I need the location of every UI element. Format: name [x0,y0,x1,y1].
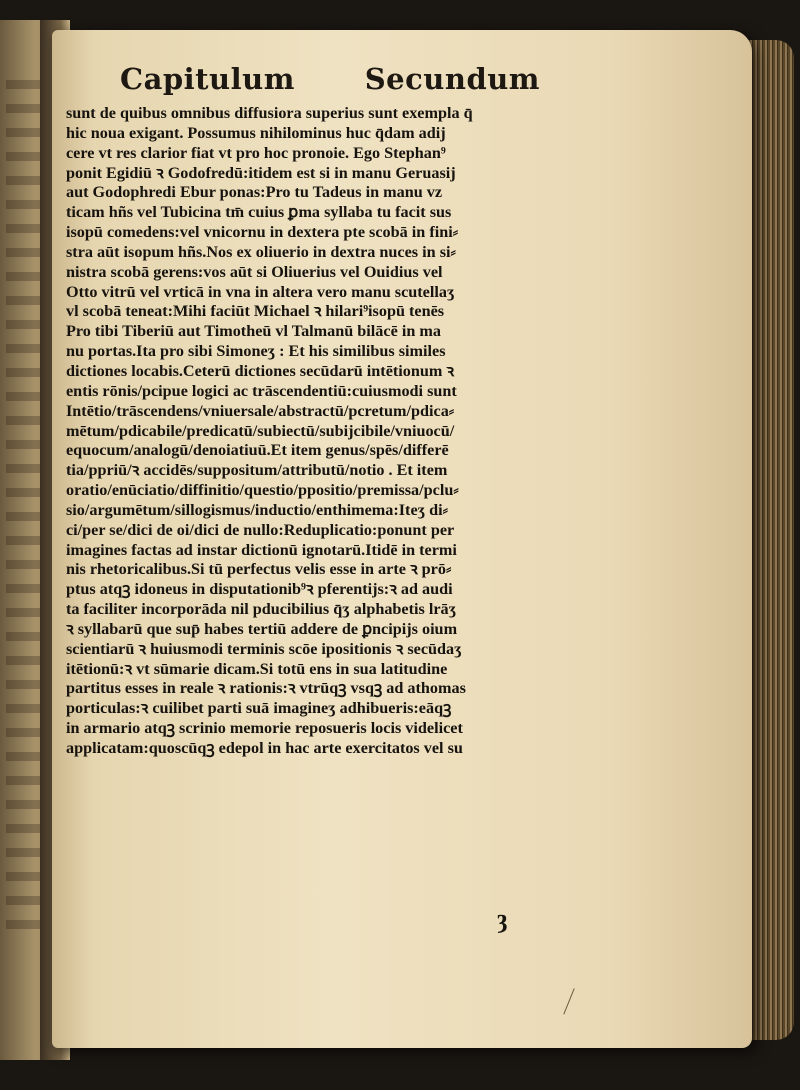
text-line: Pro tibi Tiberiū aut Timotheū vl Talmanū bilācē in ma [66,322,441,341]
text-line: porticulas:ꝛ cuilibet parti suā imagineʒ adhibueris:eāqꝫ [66,699,452,718]
text-line: sio/argumētum/sillogismus/inductio/enthimema:Iteʒ di⸗ [66,500,448,519]
text-line: nu portas.Ita pro sibi Simoneʒ : Et his similibus similes [66,342,446,361]
body-text [66,104,598,759]
text-line: imagines factas ad instar dictionū ignotarū.Itidē in termi [66,540,457,559]
text-line: dictiones locabis.Ceterū dictiones secūdarū intētionum ꝛ [66,361,455,380]
text-line: ptus atqꝫ idoneus in disputationib⁹ꝛ pferentijs:ꝛ ad audi [66,580,453,599]
text-line: equocum/analogū/denoiatiuū.Et item genus/spēs/differē [66,441,449,460]
page-stack-edge [748,40,794,1040]
text-line: vl scobā teneat:Mihi faciūt Michael ꝛ hilari⁹isopū tenēs [66,302,445,321]
text-line: ponit Egidiū ꝛ Godofredū:itidem est si in manu Geruasij [66,163,456,182]
text-line: isopū comedens:vel vnicornu in dextera pte scobā in fini⸗ [66,223,459,242]
signature-mark: ȝ [497,904,507,933]
text-line: stra aūt isopum hñs.Nos ex oliuerio in dextra nuces in si⸗ [66,242,456,261]
text-line: hic noua exigant. Possumus nihilominus huc q̄dam adij [66,123,446,142]
text-line: entis rōnis/pcipue logici ac trāscendentiū:cuiusmodi sunt [66,381,457,400]
text-line: aut Godophredi Ebur ponas:Pro tu Tadeus in manu vz [66,183,443,202]
running-head-right: Secundum [364,62,540,96]
text-line: oratio/enūciatio/diffinitio/questio/ppositio/premissa/pclu⸗ [66,481,459,500]
text-line: cere vt res clarior fiat vt pro hoc pronoie. Ego Stephan⁹ [66,143,446,162]
text-line: nis rhetoricalibus.Si tū perfectus velis esse in arte ꝛ prō⸗ [66,560,452,579]
text-line: mētum/pdicabile/predicatū/subiectū/subijcibile/vniuocū/ [66,421,455,440]
text-line: in armario atqꝫ scrinio memorie reposueris locis videlicet [66,719,463,738]
text-line: ticam hñs vel Tubicina tm̄ cuius ꝑma syllaba tu facit sus [66,203,452,222]
text-line: sunt de quibus omnibus diffusiora superius sunt exempla q̄ [66,104,473,122]
running-head-left: Capitulum [120,62,295,96]
text-line: Otto vitrū vel vrticā in vna in altera vero manu scutellaʒ [66,282,455,301]
text-line: partitus esses in reale ꝛ rationis:ꝛ vtrūqꝫ vsqꝫ ad athomas [66,679,466,698]
text-line: ci/per se/dici de oi/dici de nullo:Reduplicatio:ponunt per [66,520,455,539]
running-head [120,62,540,102]
text-line: scientiarū ꝛ huiusmodi terminis scōe ipositionis ꝛ secūdaʒ [66,639,462,658]
text-line: itētionū:ꝛ vt sūmarie dicam.Si totū ens in sua latitudine [66,659,448,678]
text-line: ꝛ syllabarū que sup̄ habes tertiū addere de ꝑncipijs oium [66,619,458,638]
text-line: Intētio/trāscendens/vniuersale/abstractū/pcretum/pdica⸗ [66,401,455,420]
text-line: nistra scobā gerens:vos aūt si Oliuerius vel Ouidius vel [66,262,443,281]
text-line: tia/ppriū/ꝛ accidēs/suppositum/attributū/notio . Et item [66,461,448,480]
text-line: applicatam:quoscūqꝫ edepol in hac arte exercitatos vel su [66,739,463,757]
text-line: ta faciliter incorporāda nil pducibilius q̄ʒ alphabetis lrāʒ [66,600,457,619]
